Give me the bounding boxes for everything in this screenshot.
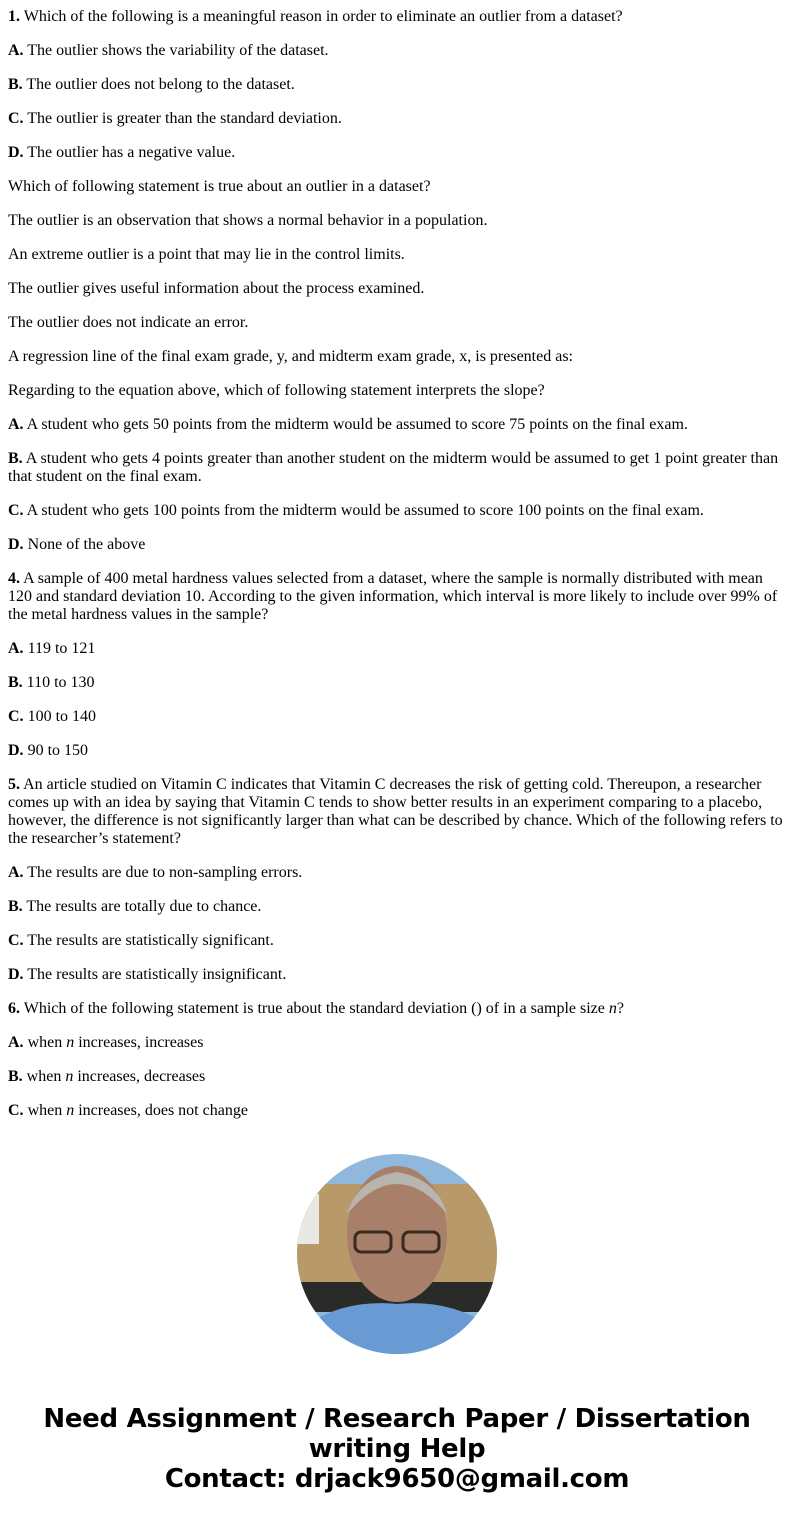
question-paragraph <box>8 76 786 94</box>
item-label: B. <box>8 1068 23 1085</box>
footer-line-2: writing Help <box>308 1434 486 1464</box>
item-text: A student who gets 4 points greater than another student on the midterm would be assumed to get 1 point greater than that student on the final exam. <box>8 450 779 485</box>
italic-variable: n <box>608 1000 617 1017</box>
item-text: 90 to 150 <box>23 742 89 759</box>
item-text: The results are statistically insignificant. <box>23 966 287 983</box>
item-label: 1. <box>8 8 20 25</box>
item-label: A. <box>8 416 24 433</box>
question-paragraph <box>8 1000 786 1018</box>
question-paragraph <box>8 280 786 298</box>
item-text: Regarding to the equation above, which of following statement interprets the slope? <box>8 382 545 399</box>
question-paragraph <box>8 932 786 950</box>
item-text: The outlier has a negative value. <box>23 144 236 161</box>
italic-variable: n <box>66 1034 75 1051</box>
question-paragraph <box>8 502 786 520</box>
question-paragraph <box>8 212 786 230</box>
item-label: A. <box>8 864 24 881</box>
item-label: 5. <box>8 776 20 793</box>
item-text: The outlier does not belong to the dataset. <box>22 76 295 93</box>
item-text: increases, increases <box>74 1034 204 1051</box>
item-label: C. <box>8 932 24 949</box>
question-paragraph <box>8 966 786 984</box>
item-text: A student who gets 100 points from the midterm would be assumed to score 100 points on the final exam. <box>23 502 704 519</box>
question-content <box>0 8 794 1120</box>
item-text: when <box>22 1068 66 1085</box>
author-photo <box>297 1154 497 1354</box>
item-text: 119 to 121 <box>23 640 96 657</box>
item-text: The outlier shows the variability of the dataset. <box>23 42 329 59</box>
item-label: B. <box>8 674 23 691</box>
question-paragraph <box>8 708 786 726</box>
item-text: 100 to 140 <box>23 708 97 725</box>
question-paragraph <box>8 776 786 848</box>
item-text: when <box>23 1034 67 1051</box>
item-label: D. <box>8 144 24 161</box>
item-text: An extreme outlier is a point that may lie in the control limits. <box>8 246 405 263</box>
question-paragraph <box>8 536 786 554</box>
item-text: Which of following statement is true about an outlier in a dataset? <box>8 178 431 195</box>
question-paragraph <box>8 1102 786 1120</box>
question-paragraph <box>8 314 786 332</box>
item-label: C. <box>8 708 24 725</box>
item-text: An article studied on Vitamin C indicates that Vitamin C decreases the risk of getting cold. Thereupon, a researcher comes up with an idea by saying that Vitamin C tends to show better results in an experiment comparing to a placebo, however, the difference is not significantly larger than what can be described by chance. Which of the following refers to the researcher’s statement? <box>8 776 783 847</box>
question-paragraph <box>8 742 786 760</box>
question-paragraph <box>8 570 786 624</box>
question-paragraph <box>8 42 786 60</box>
question-paragraph <box>8 144 786 162</box>
item-label: A. <box>8 1034 24 1051</box>
item-label: C. <box>8 502 24 519</box>
item-label: 4. <box>8 570 20 587</box>
item-text: The outlier is an observation that shows a normal behavior in a population. <box>8 212 488 229</box>
item-label: D. <box>8 536 24 553</box>
contact-footer <box>0 1404 794 1494</box>
item-label: D. <box>8 742 24 759</box>
item-label: B. <box>8 450 23 467</box>
italic-variable: n <box>66 1102 75 1119</box>
item-text: Which of the following statement is true about the standard deviation () of in a sample size <box>20 1000 609 1017</box>
question-paragraph <box>8 348 786 366</box>
item-text: A student who gets 50 points from the midterm would be assumed to score 75 points on the final exam. <box>23 416 688 433</box>
footer-line-1: Need Assignment / Research Paper / Dissertation <box>43 1404 751 1434</box>
item-text: The results are statistically significant. <box>23 932 274 949</box>
item-text: when <box>23 1102 67 1119</box>
question-paragraph <box>8 8 786 26</box>
item-text: The outlier is greater than the standard deviation. <box>23 110 342 127</box>
item-label: C. <box>8 1102 24 1119</box>
item-text: Which of the following is a meaningful reason in order to eliminate an outlier from a dataset? <box>20 8 623 25</box>
item-text: ? <box>616 1000 624 1017</box>
footer-contact: Contact: drjack9650@gmail.com <box>164 1464 630 1494</box>
item-text: 110 to 130 <box>22 674 95 691</box>
item-text: A regression line of the final exam grade, y, and midterm exam grade, x, is presented as: <box>8 348 573 365</box>
question-paragraph <box>8 864 786 882</box>
question-paragraph <box>8 382 786 400</box>
italic-variable: n <box>65 1068 74 1085</box>
question-paragraph <box>8 178 786 196</box>
question-paragraph <box>8 110 786 128</box>
item-label: B. <box>8 76 23 93</box>
item-label: B. <box>8 898 23 915</box>
question-paragraph <box>8 450 786 486</box>
item-label: D. <box>8 966 24 983</box>
item-text: The outlier gives useful information about the process examined. <box>8 280 425 297</box>
question-paragraph <box>8 416 786 434</box>
item-text: A sample of 400 metal hardness values selected from a dataset, where the sample is normally distributed with mean 120 and standard deviation 10. According to the given information, which interval is more likely to include over 99% of the metal hardness values in the sample? <box>8 570 778 623</box>
author-photo-container <box>0 1154 794 1354</box>
item-text: The outlier does not indicate an error. <box>8 314 249 331</box>
item-text: The results are totally due to chance. <box>22 898 262 915</box>
question-paragraph <box>8 674 786 692</box>
item-text: None of the above <box>23 536 146 553</box>
item-label: C. <box>8 110 24 127</box>
item-text: increases, decreases <box>73 1068 206 1085</box>
item-text: increases, does not change <box>74 1102 248 1119</box>
item-label: A. <box>8 42 24 59</box>
question-paragraph <box>8 1068 786 1086</box>
question-paragraph <box>8 246 786 264</box>
item-text: The results are due to non-sampling errors. <box>23 864 303 881</box>
question-paragraph <box>8 898 786 916</box>
item-label: 6. <box>8 1000 20 1017</box>
question-paragraph <box>8 1034 786 1052</box>
question-paragraph <box>8 640 786 658</box>
item-label: A. <box>8 640 24 657</box>
